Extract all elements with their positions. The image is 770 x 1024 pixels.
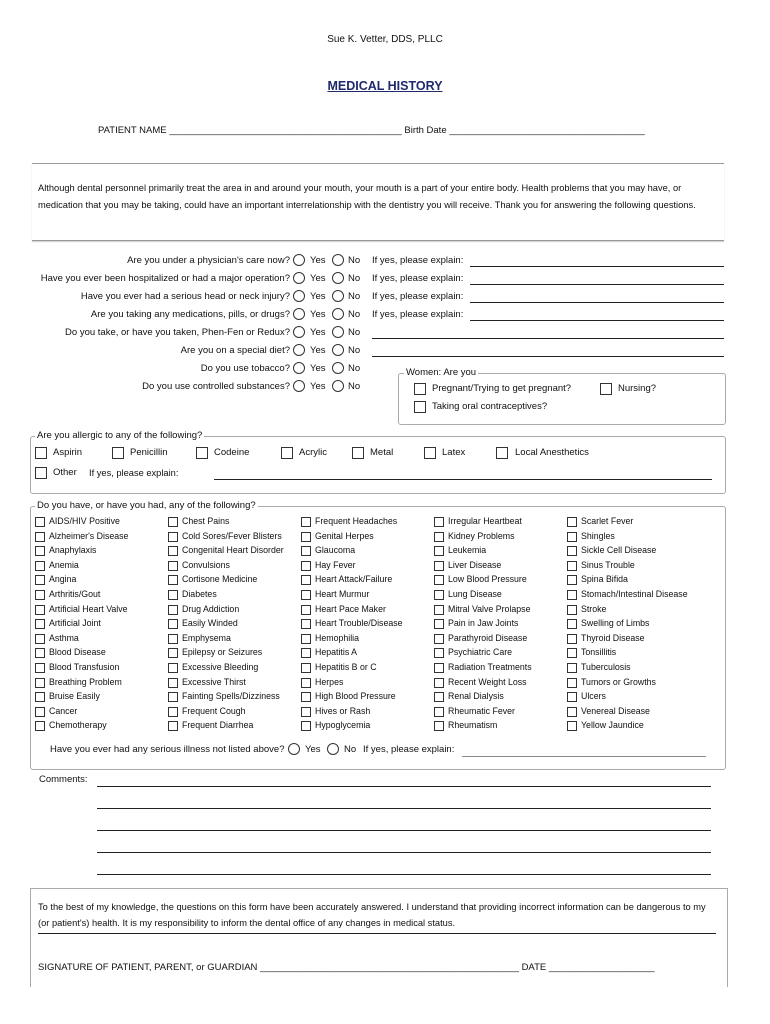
question-no-label: No xyxy=(348,345,361,356)
condition-checkbox[interactable] xyxy=(567,546,577,556)
condition-checkbox[interactable] xyxy=(168,721,178,731)
condition-label: Stroke xyxy=(581,603,607,614)
question-label: Are you on a special diet? xyxy=(180,345,290,356)
condition-label: Liver Disease xyxy=(448,559,502,570)
question-no-radio[interactable] xyxy=(332,362,344,374)
condition-checkbox[interactable] xyxy=(434,648,444,658)
contraceptives-checkbox[interactable] xyxy=(414,401,426,413)
allergies-legend: Are you allergic to any of the following? xyxy=(37,430,203,441)
condition-label: Frequent Diarrhea xyxy=(182,720,254,731)
allergy-explain-label: If yes, please explain: xyxy=(89,468,179,478)
condition-checkbox[interactable] xyxy=(301,546,311,556)
question-no-label: No xyxy=(348,309,361,320)
condition-label: Heart Attack/Failure xyxy=(315,574,393,585)
condition-label: Excessive Bleeding xyxy=(182,662,259,672)
condition-label: Shingles xyxy=(581,530,615,541)
condition-label: Epilepsy or Seizures xyxy=(182,647,263,658)
women-legend: Women: Are you xyxy=(406,367,477,378)
condition-label: Frequent Cough xyxy=(182,705,246,716)
condition-checkbox[interactable] xyxy=(434,546,444,556)
question-label: Do you take, or have you taken, Phen-Fen or Redux? xyxy=(65,327,290,338)
condition-label: Convulsions xyxy=(182,559,230,570)
condition-checkbox[interactable] xyxy=(168,648,178,658)
condition-label: Hepatitis A xyxy=(315,647,358,658)
condition-checkbox[interactable] xyxy=(434,678,444,688)
condition-label: Radiation Treatments xyxy=(448,662,532,672)
question-no-radio[interactable] xyxy=(332,272,344,284)
condition-label: Chest Pains xyxy=(182,516,230,526)
condition-checkbox[interactable] xyxy=(301,561,311,571)
condition-label: Anemia xyxy=(49,559,79,570)
condition-label: Angina xyxy=(49,574,77,585)
question-explain-label: If yes, please explain: xyxy=(372,273,464,284)
condition-checkbox[interactable] xyxy=(434,619,444,629)
question-label: Do you use tobacco? xyxy=(200,363,290,374)
condition-checkbox[interactable] xyxy=(168,517,178,527)
allergy-checkbox[interactable] xyxy=(196,447,208,459)
allergy-checkbox[interactable] xyxy=(281,447,293,459)
condition-checkbox[interactable] xyxy=(301,678,311,688)
condition-label: Irregular Heartbeat xyxy=(448,516,522,526)
condition-checkbox[interactable] xyxy=(35,692,45,702)
condition-checkbox[interactable] xyxy=(567,590,577,600)
condition-checkbox[interactable] xyxy=(567,575,577,585)
condition-label: Easily Winded xyxy=(182,618,238,629)
serious-illness-explain-label: If yes, please explain: xyxy=(363,744,455,755)
condition-label: Excessive Thirst xyxy=(182,676,246,687)
allergy-checkbox[interactable] xyxy=(496,447,508,459)
question-no-label: No xyxy=(348,291,361,302)
condition-checkbox[interactable] xyxy=(301,575,311,585)
condition-label: Parathyroid Disease xyxy=(448,632,528,643)
condition-checkbox[interactable] xyxy=(301,605,311,615)
serious-illness-no-radio[interactable] xyxy=(327,743,339,755)
condition-label: Swelling of Limbs xyxy=(581,618,650,629)
condition-label: Heart Pace Maker xyxy=(315,603,386,614)
serious-illness-yes-label: Yes xyxy=(305,744,321,755)
condition-label: Alzheimer's Disease xyxy=(49,530,129,541)
condition-label: Spina Bifida xyxy=(581,574,628,585)
condition-label: Diabetes xyxy=(182,589,217,599)
condition-checkbox[interactable] xyxy=(168,605,178,615)
condition-checkbox[interactable] xyxy=(301,619,311,629)
condition-label: Arthritis/Gout xyxy=(49,589,101,599)
women-section xyxy=(398,373,726,425)
condition-label: Tumors or Growths xyxy=(581,676,656,687)
form-title: MEDICAL HISTORY xyxy=(327,79,443,93)
question-no-label: No xyxy=(348,255,361,266)
condition-checkbox[interactable] xyxy=(35,605,45,615)
question-yes-radio[interactable] xyxy=(293,254,305,266)
condition-checkbox[interactable] xyxy=(434,634,444,644)
condition-label: Tuberculosis xyxy=(581,662,631,672)
condition-checkbox[interactable] xyxy=(567,648,577,658)
condition-label: Low Blood Pressure xyxy=(448,574,527,585)
serious-illness-yes-radio[interactable] xyxy=(288,743,300,755)
question-label: Are you taking any medications, pills, or drugs? xyxy=(90,309,290,320)
condition-label: Lung Disease xyxy=(448,589,502,599)
condition-checkbox[interactable] xyxy=(434,605,444,615)
condition-label: Cortisone Medicine xyxy=(182,574,258,585)
condition-checkbox[interactable] xyxy=(301,692,311,702)
condition-checkbox[interactable] xyxy=(35,590,45,600)
condition-checkbox[interactable] xyxy=(168,546,178,556)
condition-checkbox[interactable] xyxy=(567,634,577,644)
question-answer-line[interactable] xyxy=(372,338,724,339)
question-label: Have you ever had a serious head or neck injury? xyxy=(80,291,290,302)
condition-checkbox[interactable] xyxy=(567,663,577,673)
nursing-label: Nursing? xyxy=(618,383,657,394)
condition-checkbox[interactable] xyxy=(301,707,311,717)
condition-checkbox[interactable] xyxy=(567,678,577,688)
condition-label: Scarlet Fever xyxy=(581,516,634,526)
condition-label: Blood Transfusion xyxy=(49,662,120,672)
signature-date-line[interactable]: SIGNATURE OF PATIENT, PARENT, or GUARDIAN _________________________________________________ DATE ____________________ xyxy=(38,962,655,973)
condition-label: Drug Addiction xyxy=(182,603,240,614)
condition-label: Heart Murmur xyxy=(315,589,370,599)
attestation-divider xyxy=(38,933,716,934)
condition-label: Sinus Trouble xyxy=(581,559,635,570)
question-yes-label: Yes xyxy=(310,345,326,356)
condition-label: Hemophilia xyxy=(315,632,360,643)
serious-illness-no-label: No xyxy=(344,744,357,755)
condition-checkbox[interactable] xyxy=(567,605,577,615)
allergy-other-checkbox[interactable] xyxy=(35,467,47,479)
condition-checkbox[interactable] xyxy=(434,561,444,571)
condition-label: High Blood Pressure xyxy=(315,691,396,702)
condition-label: Mitral Valve Prolapse xyxy=(448,603,531,614)
condition-checkbox[interactable] xyxy=(168,532,178,542)
serious-illness-question: Have you ever had any serious illness not listed above? xyxy=(50,744,285,755)
question-explain-label: If yes, please explain: xyxy=(372,309,464,320)
condition-checkbox[interactable] xyxy=(301,590,311,600)
attestation-text: To the best of my knowledge, the questions on this form have been accurately answered. I understand that providing incorrect information can be dangerous to my (or patient's) health. It is my responsibility to inform the dental office of any changes in medical status. xyxy=(38,902,706,928)
pregnant-checkbox[interactable] xyxy=(414,383,426,395)
condition-checkbox[interactable] xyxy=(168,678,178,688)
question-answer-line[interactable] xyxy=(372,356,724,357)
condition-checkbox[interactable] xyxy=(168,561,178,571)
allergy-label: Acrylic xyxy=(299,447,327,458)
allergy-other-label: Other xyxy=(53,467,77,478)
condition-checkbox[interactable] xyxy=(168,634,178,644)
condition-checkbox[interactable] xyxy=(168,692,178,702)
comments-line-4[interactable] xyxy=(97,852,711,853)
question-yes-radio[interactable] xyxy=(293,272,305,284)
condition-label: Renal Dialysis xyxy=(448,691,504,702)
serious-illness-explain-line[interactable] xyxy=(462,756,706,757)
condition-label: Herpes xyxy=(315,676,344,687)
condition-checkbox[interactable] xyxy=(567,532,577,542)
condition-label: Psychiatric Care xyxy=(448,647,513,658)
condition-label: Fainting Spells/Dizziness xyxy=(182,691,280,702)
question-no-radio[interactable] xyxy=(332,380,344,392)
question-explain-line[interactable] xyxy=(470,266,724,267)
condition-checkbox[interactable] xyxy=(434,517,444,527)
allergy-checkbox[interactable] xyxy=(35,447,47,459)
condition-label: Blood Disease xyxy=(49,647,106,658)
condition-label: Rheumatic Fever xyxy=(448,705,515,716)
condition-checkbox[interactable] xyxy=(168,575,178,585)
question-no-radio[interactable] xyxy=(332,326,344,338)
condition-checkbox[interactable] xyxy=(301,648,311,658)
allergy-label: Metal xyxy=(370,447,394,458)
condition-checkbox[interactable] xyxy=(567,619,577,629)
question-no-label: No xyxy=(348,381,361,392)
question-no-radio[interactable] xyxy=(332,290,344,302)
comments-line-1[interactable] xyxy=(97,786,711,787)
condition-checkbox[interactable] xyxy=(567,721,577,731)
question-no-label: No xyxy=(348,273,361,284)
question-yes-label: Yes xyxy=(310,273,326,284)
condition-checkbox[interactable] xyxy=(434,692,444,702)
condition-checkbox[interactable] xyxy=(301,634,311,644)
condition-label: Recent Weight Loss xyxy=(448,676,527,687)
allergy-label: Penicillin xyxy=(130,447,168,458)
condition-label: Leukemia xyxy=(448,545,487,556)
condition-checkbox[interactable] xyxy=(301,721,311,731)
question-explain-label: If yes, please explain: xyxy=(372,291,464,302)
condition-checkbox[interactable] xyxy=(168,663,178,673)
condition-checkbox[interactable] xyxy=(567,561,577,571)
condition-label: Genital Herpes xyxy=(315,530,374,541)
condition-label: Venereal Disease xyxy=(581,705,650,716)
condition-label: AIDS/HIV Positive xyxy=(49,516,120,526)
question-no-label: No xyxy=(348,363,361,374)
condition-label: Pain in Jaw Joints xyxy=(448,618,519,629)
condition-label: Yellow Jaundice xyxy=(581,720,644,731)
question-yes-radio[interactable] xyxy=(293,308,305,320)
allergy-checkbox[interactable] xyxy=(424,447,436,459)
intro-text: Although dental personnel primarily treat the area in and around your mouth, your mouth is a part of your entire body. Health problems that you may have, or medication that you may be taking, could have an important interrelationship with the dentistry you will receive. Thank you for answering the following questions. xyxy=(38,183,696,210)
condition-checkbox[interactable] xyxy=(35,561,45,571)
question-no-radio[interactable] xyxy=(332,308,344,320)
question-yes-radio[interactable] xyxy=(293,326,305,338)
question-yes-radio[interactable] xyxy=(293,344,305,356)
condition-label: Breathing Problem xyxy=(49,676,122,687)
question-label: Do you use controlled substances? xyxy=(142,381,290,392)
condition-label: Bruise Easily xyxy=(49,691,100,702)
practice-name: Sue K. Vetter, DDS, PLLC xyxy=(327,34,443,45)
condition-label: Artificial Joint xyxy=(49,618,101,629)
question-yes-label: Yes xyxy=(310,255,326,266)
question-yes-label: Yes xyxy=(310,291,326,302)
allergies-section xyxy=(30,436,726,494)
contraceptives-label: Taking oral contraceptives? xyxy=(432,401,548,412)
condition-checkbox[interactable] xyxy=(35,648,45,658)
condition-label: Chemotherapy xyxy=(49,720,107,731)
condition-label: Thyroid Disease xyxy=(581,632,645,643)
condition-label: Hay Fever xyxy=(315,559,356,570)
question-explain-line[interactable] xyxy=(470,302,724,303)
condition-label: Congenital Heart Disorder xyxy=(182,545,284,556)
condition-checkbox[interactable] xyxy=(35,707,45,717)
condition-label: Artificial Heart Valve xyxy=(49,603,128,614)
condition-checkbox[interactable] xyxy=(434,532,444,542)
condition-label: Rheumatism xyxy=(448,720,498,731)
conditions-legend: Do you have, or have you had, any of the following? xyxy=(37,500,256,511)
condition-label: Asthma xyxy=(49,632,79,643)
condition-label: Sickle Cell Disease xyxy=(581,545,657,556)
pregnant-label: Pregnant/Trying to get pregnant? xyxy=(432,383,572,394)
allergy-checkbox[interactable] xyxy=(112,447,124,459)
condition-checkbox[interactable] xyxy=(35,546,45,556)
condition-label: Cancer xyxy=(49,705,78,716)
condition-checkbox[interactable] xyxy=(567,707,577,717)
condition-label: Stomach/Intestinal Disease xyxy=(581,589,688,599)
question-no-label: No xyxy=(348,327,361,338)
condition-label: Hypoglycemia xyxy=(315,720,371,731)
nursing-checkbox[interactable] xyxy=(600,383,612,395)
condition-checkbox[interactable] xyxy=(35,517,45,527)
question-yes-radio[interactable] xyxy=(293,290,305,302)
condition-label: Kidney Problems xyxy=(448,530,515,541)
question-no-radio[interactable] xyxy=(332,344,344,356)
intro-box xyxy=(32,163,724,241)
condition-checkbox[interactable] xyxy=(168,619,178,629)
condition-label: Glaucoma xyxy=(315,545,356,556)
allergy-explain-line[interactable] xyxy=(214,479,712,480)
condition-checkbox[interactable] xyxy=(301,663,311,673)
comments-label: Comments: xyxy=(39,774,88,785)
condition-checkbox[interactable] xyxy=(434,721,444,731)
condition-checkbox[interactable] xyxy=(434,590,444,600)
allergy-label: Codeine xyxy=(214,447,250,458)
allergy-checkbox[interactable] xyxy=(352,447,364,459)
condition-checkbox[interactable] xyxy=(301,532,311,542)
condition-label: Hives or Rash xyxy=(315,705,371,716)
comments-line-2[interactable] xyxy=(97,808,711,809)
question-yes-label: Yes xyxy=(310,309,326,320)
question-yes-label: Yes xyxy=(310,363,326,374)
condition-checkbox[interactable] xyxy=(301,517,311,527)
allergy-label: Latex xyxy=(442,447,466,458)
question-yes-label: Yes xyxy=(310,327,326,338)
allergy-label: Local Anesthetics xyxy=(515,447,589,458)
comments-line-3[interactable] xyxy=(97,830,711,831)
patient-name-birthdate-line[interactable]: PATIENT NAME ____________________________________________ Birth Date _____________________________________ xyxy=(98,125,645,136)
question-yes-label: Yes xyxy=(310,381,326,392)
question-no-radio[interactable] xyxy=(332,254,344,266)
condition-checkbox[interactable] xyxy=(35,634,45,644)
question-yes-radio[interactable] xyxy=(293,362,305,374)
question-yes-radio[interactable] xyxy=(293,380,305,392)
condition-checkbox[interactable] xyxy=(168,707,178,717)
condition-checkbox[interactable] xyxy=(35,663,45,673)
condition-label: Ulcers xyxy=(581,691,606,702)
condition-checkbox[interactable] xyxy=(434,663,444,673)
question-label: Are you under a physician's care now? xyxy=(127,255,290,266)
condition-label: Cold Sores/Fever Blisters xyxy=(182,530,282,541)
comments-line-5[interactable] xyxy=(97,874,711,875)
condition-checkbox[interactable] xyxy=(434,575,444,585)
condition-label: Hepatitis B or C xyxy=(315,662,377,672)
condition-checkbox[interactable] xyxy=(35,678,45,688)
allergy-label: Aspirin xyxy=(53,447,83,458)
condition-label: Anaphylaxis xyxy=(49,545,97,556)
condition-label: Heart Trouble/Disease xyxy=(315,618,403,629)
condition-checkbox[interactable] xyxy=(567,692,577,702)
question-label: Have you ever been hospitalized or had a major operation? xyxy=(40,273,290,284)
condition-label: Tonsillitis xyxy=(581,647,617,658)
question-explain-line[interactable] xyxy=(470,320,724,321)
condition-label: Frequent Headaches xyxy=(315,516,398,526)
condition-checkbox[interactable] xyxy=(35,721,45,731)
question-explain-label: If yes, please explain: xyxy=(372,255,464,266)
condition-checkbox[interactable] xyxy=(434,707,444,717)
condition-checkbox[interactable] xyxy=(35,575,45,585)
question-explain-line[interactable] xyxy=(470,284,724,285)
condition-checkbox[interactable] xyxy=(567,517,577,527)
condition-checkbox[interactable] xyxy=(35,532,45,542)
condition-checkbox[interactable] xyxy=(168,590,178,600)
condition-checkbox[interactable] xyxy=(35,619,45,629)
condition-label: Emphysema xyxy=(182,632,231,643)
